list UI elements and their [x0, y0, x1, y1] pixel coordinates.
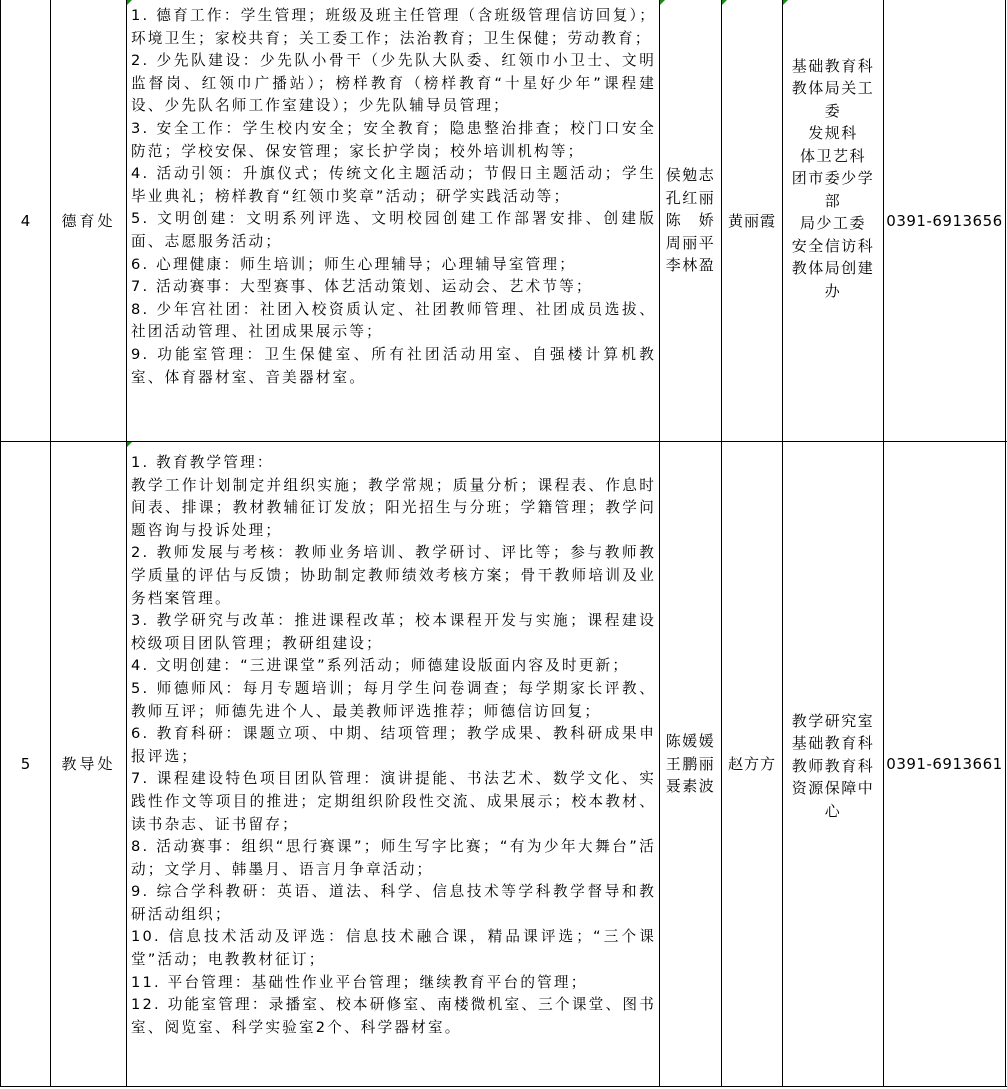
row-index: 4 — [20, 211, 31, 230]
liaison-line: 资源保障中 — [791, 779, 875, 798]
liaison-line: 安全信访科 — [791, 236, 875, 255]
liaison-line: 基础教育科 — [791, 56, 875, 75]
liaison-line: 局少工委 — [799, 214, 866, 233]
staff-name: 陈 娇 — [665, 211, 716, 230]
liaison-line: 办 — [824, 281, 842, 300]
liaison-line: 教体局创建 — [791, 259, 875, 278]
staff-name: 孔红丽 — [665, 188, 716, 207]
department-name: 德育处 — [61, 211, 116, 230]
staff-name: 李林盈 — [665, 256, 716, 275]
liaison-line: 部 — [824, 191, 842, 210]
liaison-line: 团市委少学 — [791, 169, 875, 188]
table-border — [1005, 0, 1006, 1087]
duty-content: 1. 教育教学管理： 教学工作计划制定并组织实施；教学常规；质量分析；课程表、作息时间表、排课；教材教辅征订发放；阳光招生与分班；学籍管理；教学问题咨询与投诉处理； 2. 教师发展与考核：教师业务培训、教学研讨、评比等；参与教师教学质量的评估与反馈；协助制定教师绩效考核方案；骨干教师培训及业务档案管理。 3. 教学研究与改革：推进课程改革；校本课程开发与实施；课程建设校级项目团队管理；教研组建设； 4. 文明创建：“三进课堂”系列活动；师德建设版面内容及时更新； 5. 师德师风：每月专题培训；每月学生问卷调查；每学期家长评教、教师互评；师德先进个人、最美教师评选推荐；师德信访回复； 6. 教育科研：课题立项、中期、结项管理；教学成果、教科研成果申报评选； 7. 课程建设特色项目团队管理：演讲提能、书法艺术、数学文化、实践性作文等项目的推进；定期组织阶段性交流、成果展示；校本教材、读书杂志、证书留存； 8. 活动赛事：组织“思行赛课”；师生写字比赛；“有为少年大舞台”活动；文学月、韩墨月、语言月争章活动； 9. 综合学科教研：英语、道法、科学、信息技术等学科教学督导和教研活动组织； 10. 信息技术活动及评选：信息技术融合课，精品课评选；“三个课堂”活动；电教教材征订； 11. 平台管理：基础性作业平台管理；继续教育平台的管理； 12. 功能室管理：录播室、校本研修室、南楼微机室、三个课堂、图书室、阅览室、科学实验室2个、科学器材室。 — [131, 454, 656, 1036]
liaison-line: 教体局关工 — [791, 79, 875, 98]
table-border — [0, 1086, 1007, 1087]
cell-marker — [127, 442, 132, 447]
liaison-line: 发规科 — [808, 124, 858, 143]
leader-name: 赵方方 — [727, 755, 776, 773]
duty-content: 1. 德育工作：学生管理；班级及班主任管理（含班级管理信访回复）；环境卫生；家校共育；关工委工作；法治教育；卫生保健；劳动教育； 2. 少先队建设：少先队小骨干（少先队大队委、红领巾小卫士、文明监督岗、红领巾广播站）；榜样教育（榜样教育“十星好少年”课程建设、少先队名师工作室建设）；少先队辅导员管理； 3. 安全工作：学生校内安全；安全教育；隐患整治排查；校门口安全防范；学校安保、保安管理；家长护学岗；校外培训机构等； 4. 活动引领：升旗仪式；传统文化主题活动；节假日主题活动；学生毕业典礼；榜样教育“红领巾奖章”活动；研学实践活动等； 5. 文明创建：文明系列评选、文明校园创建工作部署安排、创建版面、志愿服务活动； 6. 心理健康：师生培训；师生心理辅导；心理辅导室管理； 7. 活动赛事：大型赛事、体艺活动策划、运动会、艺术节等； 8. 少年宫社团：社团入校资质认定、社团教师管理、社团成员选拔、社团活动管理、社团成果展示等； 9. 功能室管理：卫生保健室、所有社团活动用室、自强楼计算机教室、体育器材室、音美器材室。 — [131, 7, 656, 386]
staff-name: 陈媛媛 — [665, 732, 716, 751]
liaison-units — [783, 0, 883, 441]
staff-name: 侯勉志 — [665, 166, 716, 185]
phone-number: 0391-6913661 — [886, 755, 1003, 773]
staff-list — [660, 442, 721, 1086]
staff-list — [660, 0, 721, 441]
liaison-line: 基础教育科 — [791, 734, 875, 753]
liaison-line: 教学研究室 — [791, 711, 875, 730]
liaison-line: 心 — [824, 801, 842, 820]
leader-name: 黄丽霞 — [727, 211, 776, 230]
liaison-line: 委 — [824, 101, 842, 120]
department-name: 教导处 — [61, 755, 116, 773]
liaison-line: 体卫艺科 — [799, 146, 866, 165]
staff-name: 聂素波 — [665, 777, 716, 796]
phone-number: 0391-6913656 — [886, 211, 1003, 230]
liaison-line: 教师教育科 — [791, 756, 875, 775]
staff-name: 王鹏丽 — [665, 754, 716, 773]
row-index: 5 — [20, 755, 31, 773]
liaison-units — [783, 442, 883, 1086]
column-divider — [126, 0, 127, 1087]
staff-name: 周丽平 — [665, 233, 716, 252]
